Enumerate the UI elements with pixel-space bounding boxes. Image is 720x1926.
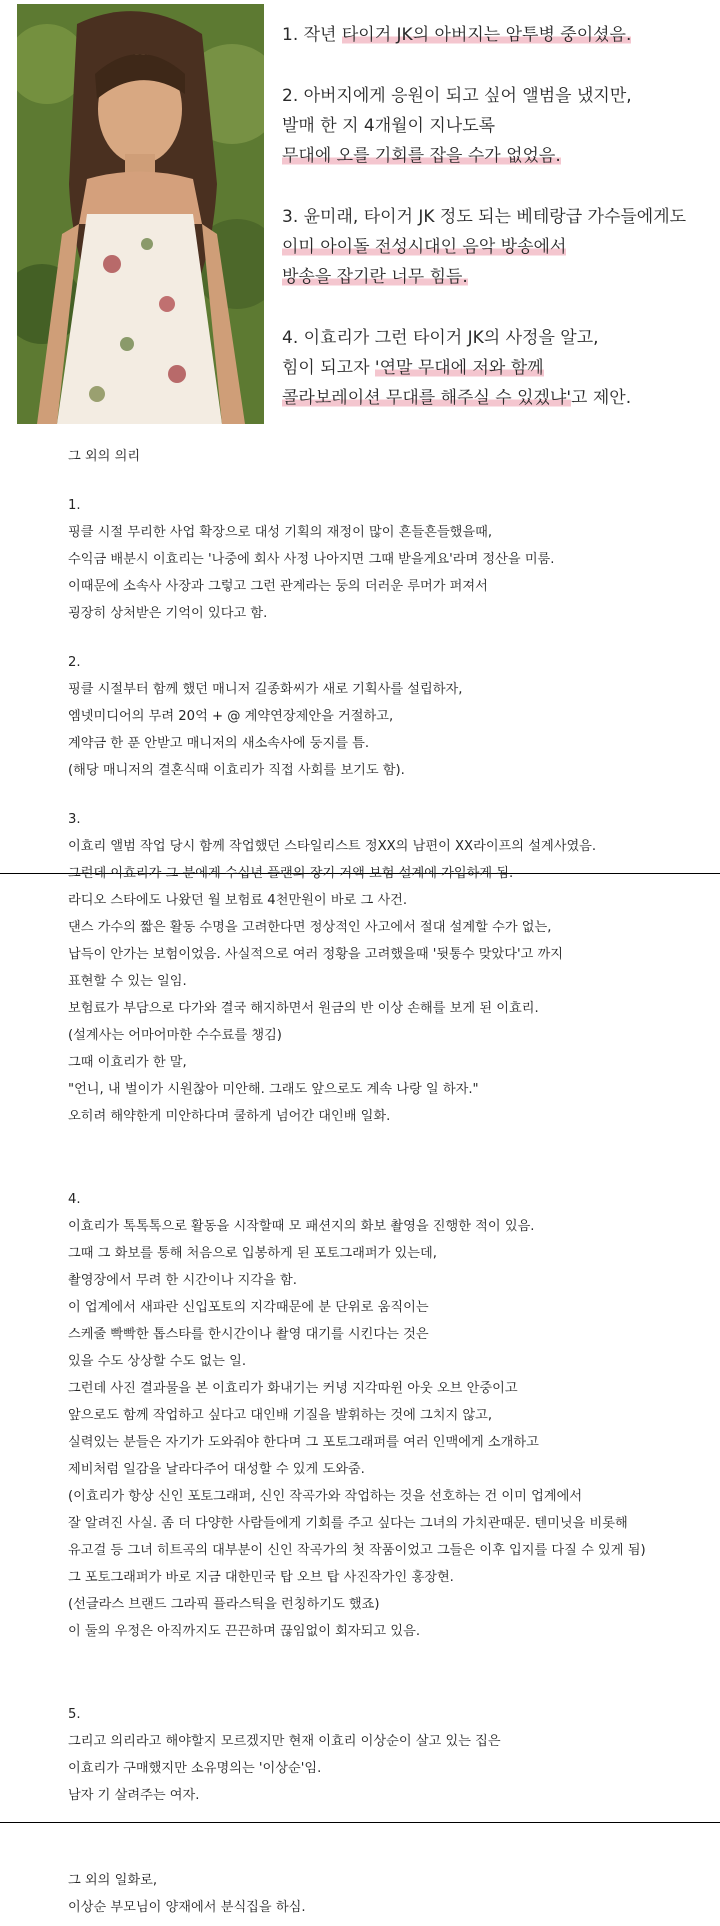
summary-item-4-line3: 콜라보레이션 무대를 해주실 수 있겠냐'고 제안.	[282, 388, 632, 408]
body-line: 유고걸 등 그녀 히트곡의 대부분이 신인 작곡가의 첫 작품이었고 그들은 이후 입지를 다질 수 있게 됨)	[68, 1543, 646, 1558]
body-line: 촬영장에서 무려 한 시간이나 지각을 함.	[68, 1273, 297, 1288]
body-line: 제비처럼 일감을 날라다주어 대성할 수 있게 도와줌.	[68, 1462, 365, 1477]
body-line: 잘 알려진 사실. 좀 더 다양한 사람들에게 기회를 주고 싶다는 그녀의 가치관때문. 텐미닛을 비롯해	[68, 1516, 628, 1531]
summary-item-2-line2: 발매 한 지 4개월이 지나도록	[282, 116, 496, 136]
body-line: 이 둘의 우정은 아직까지도 끈끈하며 끊임없이 회자되고 있음.	[68, 1624, 421, 1639]
body-line: 그리고 의리라고 해야할지 모르겠지만 현재 이효리 이상순이 살고 있는 집은	[68, 1734, 501, 1749]
body-line: 이효리 앨범 작업 당시 함께 작업했던 스타일리스트 정XX의 남편이 XX라이프의 설계사였음.	[68, 839, 597, 854]
body-line: 라디오 스타에도 나왔던 월 보험료 4천만원이 바로 그 사건.	[68, 893, 408, 908]
body-line: 스케줄 빡빡한 톱스타를 한시간이나 촬영 대기를 시킨다는 것은	[68, 1327, 429, 1342]
body-line: 그때 그 화보를 통해 처음으로 입봉하게 된 포토그래퍼가 있는데,	[68, 1246, 437, 1261]
body-line: 2.	[68, 655, 81, 670]
body-line: 그때 이효리가 한 말,	[68, 1055, 187, 1070]
body-line: 핑클 시절부터 함께 했던 매니저 길종화씨가 새로 기획사를 설립하자,	[68, 682, 463, 697]
body-line: (이효리가 항상 신인 포토그래퍼, 신인 작곡가와 작업하는 것을 선호하는 건 이미 업계에서	[68, 1489, 583, 1504]
summary-panel	[272, 4, 712, 424]
body-line: (선글라스 브랜드 그라픽 플라스틱을 런칭하기도 했죠)	[68, 1597, 380, 1612]
body-line: 그 포토그래퍼가 바로 지금 대한민국 탑 오브 탑 사진작가인 홍장현.	[68, 1570, 454, 1585]
body-line: 이효리가 톡톡톡으로 활동을 시작할때 모 패션지의 화보 촬영을 진행한 적이 있음.	[68, 1219, 535, 1234]
body-line: 실력있는 분들은 자기가 도와줘야 한다며 그 포토그래퍼를 여러 인맥에게 소개하고	[68, 1435, 539, 1450]
body-line: 4.	[68, 1192, 81, 1207]
body-line: 댄스 가수의 짧은 활동 수명을 고려한다면 정상적인 사고에서 절대 설계할 수가 없는,	[68, 920, 552, 935]
body-line: 1.	[68, 498, 81, 513]
body-line: 계약금 한 푼 안받고 매니저의 새소속사에 둥지를 틈.	[68, 736, 370, 751]
body-line: 5.	[68, 1707, 81, 1722]
body-line: (설계사는 어마어마한 수수료를 챙김)	[68, 1028, 282, 1043]
body-line: 굉장히 상처받은 기억이 있다고 함.	[68, 606, 268, 621]
body-line: 오히려 해약한게 미안하다며 쿨하게 넘어간 대인배 일화.	[68, 1109, 391, 1124]
body-line: 그런데 이효리가 그 분에게 수십년 플랜의 장기 거액 보험 설계에 가입하게 됨.	[68, 866, 514, 881]
body-line: "언니, 내 벌이가 시원찮아 미안해. 그래도 앞으로도 계속 나랑 일 하자."	[68, 1082, 479, 1097]
body-line: 이 업계에서 새파란 신입포토의 지각때문에 분 단위로 움직이는	[68, 1300, 429, 1315]
body-line: 보험료가 부담으로 다가와 결국 해지하면서 원금의 반 이상 손해를 보게 된 이효리.	[68, 1001, 539, 1016]
body-line: 이효리가 구매했지만 소유명의는 '이상순'임.	[68, 1761, 322, 1776]
body-line: 이때문에 소속사 사장과 그렇고 그런 관계라는 둥의 더러운 루머가 퍼져서	[68, 579, 488, 594]
body-line: 이상순 부모님이 양재에서 분식집을 하심.	[68, 1900, 306, 1915]
body-line: 엠넷미디어의 무려 20억 + @ 계약연장제안을 거절하고,	[68, 709, 394, 724]
summary-item-3-line2: 이미 아이돌 전성시대인 음악 방송에서	[282, 237, 567, 257]
summary-item-2-line1: 2. 아버지에게 응원이 되고 싶어 앨범을 냈지만,	[282, 86, 632, 106]
body-line: 핑클 시절 무리한 사업 확장으로 대성 기획의 재정이 많이 흔들흔들했을때,	[68, 525, 493, 540]
portrait-photo	[17, 4, 264, 424]
divider-line	[0, 1822, 720, 1823]
summary-item-1: 1. 작년 타이거 JK의 아버지는 암투병 중이셨음.	[282, 25, 632, 45]
summary-item-4-line2: 힘이 되고자 '연말 무대에 저와 함께	[282, 358, 544, 378]
body-line: 앞으로도 함께 작업하고 싶다고 대인배 기질을 발휘하는 것에 그치지 않고,	[68, 1408, 493, 1423]
body-line: 있을 수도 상상할 수도 없는 일.	[68, 1354, 247, 1369]
summary-item-3-line1: 3. 윤미래, 타이거 JK 정도 되는 베테랑급 가수들에게도	[282, 207, 687, 227]
body-line: 그런데 사진 결과물을 본 이효리가 화내기는 커녕 지각따윈 아웃 오브 안중이고	[68, 1381, 518, 1396]
body-line: 그 외의 의리	[68, 449, 141, 464]
body-line: 표현할 수 있는 일임.	[68, 974, 187, 989]
summary-item-2-line3: 무대에 오를 기회를 잡을 수가 없었음.	[282, 146, 561, 166]
summary-item-3-line3: 방송을 잡기란 너무 힘듬.	[282, 267, 468, 287]
body-line: 수익금 배분시 이효리는 '나중에 회사 사정 나아지면 그때 받을게요'라며 정산을 미룸.	[68, 552, 555, 567]
body-line: 그 외의 일화로,	[68, 1873, 158, 1888]
body-line: (해당 매니저의 결혼식때 이효리가 직접 사회를 보기도 함).	[68, 763, 405, 778]
summary-item-4-line1: 4. 이효리가 그런 타이거 JK의 사정을 알고,	[282, 328, 599, 348]
body-line: 납득이 안가는 보험이었음. 사실적으로 여러 정황을 고려했을때 '뒷통수 맞았다'고 까지	[68, 947, 564, 962]
body-line: 남자 기 살려주는 여자.	[68, 1788, 200, 1803]
body-line: 3.	[68, 812, 81, 827]
